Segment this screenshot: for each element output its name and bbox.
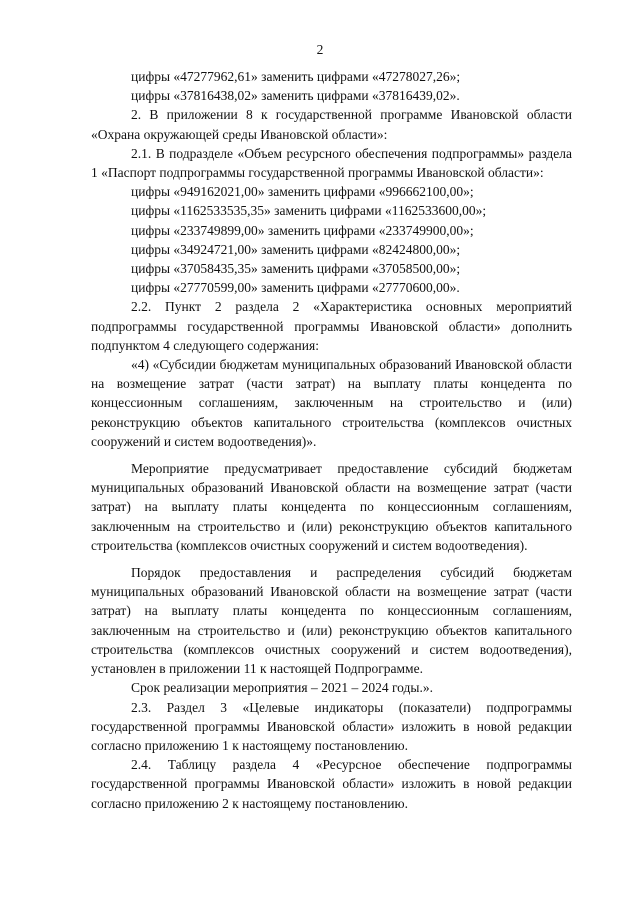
document-body [91, 67, 572, 813]
amendment-line: цифры «37058435,35» заменить цифрами «37058500,00»; [131, 261, 461, 277]
amendment-line: цифры «949162021,00» заменить цифрами «996662100,00»; [131, 184, 474, 200]
subsection-paragraph: 2.1. В подразделе «Объем ресурсного обеспечения подпрограммы» раздела 1 «Паспорт подпрограммы государственной программы Ивановской области»: [91, 145, 572, 181]
body-paragraph: Срок реализации мероприятия – 2021 – 2024 годы.». [131, 680, 433, 696]
amendment-line: цифры «47277962,61» заменить цифрами «47278027,26»; [131, 69, 461, 84]
page-number: 2 [316, 42, 324, 57]
subsection-paragraph: 2.2. Пункт 2 раздела 2 «Характеристика основных мероприятий подпрограммы государственной программы Ивановской области» дополнить подпунктом 4 следующего содержания: [91, 299, 572, 353]
amendment-line: цифры «34924721,00» заменить цифрами «82424800,00»; [131, 241, 461, 257]
amendment-line: цифры «37816438,02» заменить цифрами «37816439,02». [131, 88, 460, 104]
body-paragraph: Мероприятие предусматривает предоставление субсидий бюджетам муниципальных образований Ивановской области на возмещение затрат (части затрат) на выплату платы концедента по концессионным соглашениям, заключенным на строительство и (или) реконструкцию объектов капитального строительства (комплексов очистных сооружений и систем водоотведения). [91, 461, 572, 553]
section-paragraph: 2. В приложении 8 к государственной программе Ивановской области «Охрана окружающей среды Ивановской области»: [91, 107, 572, 142]
amendment-line: цифры «1162533535,35» заменить цифрами «1162533600,00»; [131, 203, 487, 219]
subsection-paragraph: 2.4. Таблицу раздела 4 «Ресурсное обеспечение подпрограммы государственной программы Ивановской области» изложить в новой редакции согласно приложению 2 к настоящему постановлению. [91, 757, 572, 811]
subsection-paragraph: 2.3. Раздел 3 «Целевые индикаторы (показатели) подпрограммы государственной программы Ивановской области» изложить в новой редакции согласно приложению 1 к настоящему постановлению. [91, 699, 572, 753]
amendment-line: цифры «27770599,00» заменить цифрами «27770600,00». [131, 280, 460, 296]
body-paragraph: Порядок предоставления и распределения субсидий бюджетам муниципальных образований Ивановской области на возмещение затрат (части затрат) на выплату платы концедента по концессионным соглашениям, заключенным на строительство и (или) реконструкцию объектов капитального строительства (комплексов очистных сооружений и систем водоотведения), установлен в приложении 11 к настоящей Подпрограмме. [91, 565, 572, 677]
quoted-subitem: «4) «Субсидии бюджетам муниципальных образований Ивановской области на возмещение затрат (части затрат) на выплату платы концедента по концессионным соглашениям, заключенным на строительство и (или) реконструкцию объектов капитального строительства (комплексов очистных сооружений и систем водоотведения)». [91, 357, 572, 449]
amendment-line: цифры «233749899,00» заменить цифрами «233749900,00»; [131, 222, 474, 238]
